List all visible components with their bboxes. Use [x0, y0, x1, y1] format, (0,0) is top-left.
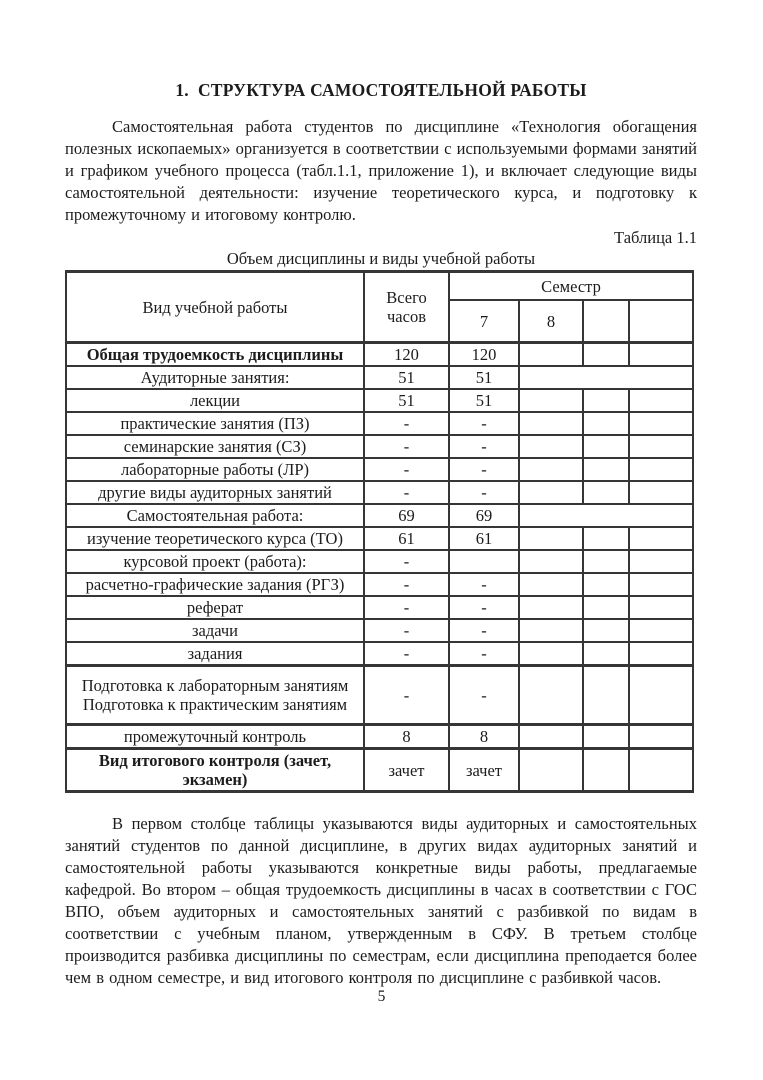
cell-value: [519, 458, 583, 481]
cell-value: -: [364, 596, 449, 619]
cell-value: 120: [364, 343, 449, 367]
row-label: практические занятия (ПЗ): [66, 412, 364, 435]
cell-value: -: [364, 619, 449, 642]
table-row: [66, 481, 693, 504]
cell-value: [519, 435, 583, 458]
cell-value: 61: [364, 527, 449, 550]
header-total-hours: Всего часов: [364, 272, 449, 343]
cell-value: [519, 596, 583, 619]
cell-value: 8: [449, 725, 519, 749]
table-row: [66, 725, 693, 749]
cell-value: [629, 642, 693, 666]
cell-value: [583, 435, 629, 458]
row-label: изучение теоретического курса (ТО): [66, 527, 364, 550]
cell-value: -: [364, 573, 449, 596]
cell-value: [629, 412, 693, 435]
cell-value: [519, 412, 583, 435]
row-label: курсовой проект (работа):: [66, 550, 364, 573]
table-row: [66, 596, 693, 619]
cell-value: -: [364, 666, 449, 725]
cell-value: [629, 389, 693, 412]
cell-value: [449, 550, 519, 573]
cell-value: [629, 573, 693, 596]
cell-value: [629, 550, 693, 573]
table-row: [66, 642, 693, 666]
cell-value: [629, 481, 693, 504]
cell-value: [629, 435, 693, 458]
cell-value: [583, 550, 629, 573]
paragraph-intro: Самостоятельная работа студентов по дисциплине «Технология обогащения полезных ископаемых» организуется в соответствии с используемыми формами занятий и графиком учебного процесса (табл.1.1, приложение 1), и включает следующие виды самостоятельной деятельности: изучение теоретического курса, и подготовку к промежуточному и итоговому контролю.: [65, 117, 697, 224]
cell-value: -: [364, 435, 449, 458]
cell-value: [629, 527, 693, 550]
table-body: [66, 343, 693, 792]
row-label: задачи: [66, 619, 364, 642]
table-row: [66, 412, 693, 435]
row-label: семинарские занятия (СЗ): [66, 435, 364, 458]
cell-value: зачет: [449, 749, 519, 792]
cell-value: -: [449, 435, 519, 458]
table-row: [66, 389, 693, 412]
cell-value: -: [449, 458, 519, 481]
table-row: [66, 343, 693, 367]
cell-value: [519, 527, 583, 550]
cell-value: [583, 619, 629, 642]
table-row: [66, 749, 693, 792]
cell-value: 51: [364, 366, 449, 389]
row-label: расчетно-графические задания (РГЗ): [66, 573, 364, 596]
table-caption: Объем дисциплины и виды учебной работы: [226, 249, 536, 268]
cell-value: [519, 573, 583, 596]
cell-value: зачет: [364, 749, 449, 792]
header-semester-empty-2: [629, 300, 693, 343]
cell-value: -: [449, 481, 519, 504]
cell-merged-empty: [519, 366, 693, 389]
cell-value: -: [449, 642, 519, 666]
cell-value: [519, 619, 583, 642]
row-label: Аудиторные занятия:: [66, 366, 364, 389]
cell-value: -: [449, 619, 519, 642]
cell-value: [629, 596, 693, 619]
row-label: Подготовка к лабораторным занятиям Подготовка к практическим занятиям: [66, 666, 364, 725]
table-row: [66, 666, 693, 725]
cell-value: -: [364, 642, 449, 666]
cell-value: [519, 389, 583, 412]
row-label: другие виды аудиторных занятий: [66, 481, 364, 504]
cell-value: [519, 749, 583, 792]
section-heading: 1. СТРУКТУРА САМОСТОЯТЕЛЬНОЙ РАБОТЫ: [175, 80, 587, 100]
header-work-type: Вид учебной работы: [66, 272, 364, 343]
cell-value: [519, 550, 583, 573]
cell-value: [519, 725, 583, 749]
cell-value: -: [449, 596, 519, 619]
cell-value: 51: [449, 366, 519, 389]
table-header: [66, 272, 693, 343]
cell-value: [583, 527, 629, 550]
table-row: [66, 550, 693, 573]
header-semester: Семестр: [449, 272, 693, 301]
row-label: промежуточный контроль: [66, 725, 364, 749]
cell-value: [583, 458, 629, 481]
discipline-volume-table: [65, 270, 694, 793]
table-row: [66, 435, 693, 458]
row-label: Самостоятельная работа:: [66, 504, 364, 527]
cell-value: [583, 412, 629, 435]
cell-value: [519, 343, 583, 367]
header-semester-8: 8: [519, 300, 583, 343]
paragraph-description: В первом столбце таблицы указываются виды аудиторных и самостоятельных занятий студентов по данной дисциплине, в других видах аудиторных занятий и самостоятельной работы указываются конкретные виды работы, предлагаемые кафедрой. Во втором – общая трудоемкость дисциплины в часах в соответствии с ГОС ВПО, объем аудиторных и самостоятельных занятий с разбивкой по видам в соответствии с учебным планом, утвержденным в СФУ. В третьем столбце производится разбивка дисциплины по семестрам, если дисциплина преподается более чем в одном семестре, и вид итогового контроля по дисциплине с разбивкой часов.: [65, 814, 697, 987]
cell-value: 120: [449, 343, 519, 367]
cell-value: [519, 642, 583, 666]
cell-value: [629, 725, 693, 749]
page-number: 5: [377, 988, 386, 1005]
cell-value: [629, 749, 693, 792]
table-row: [66, 366, 693, 389]
cell-value: [629, 343, 693, 367]
cell-value: -: [449, 666, 519, 725]
row-label: реферат: [66, 596, 364, 619]
table-row: [66, 527, 693, 550]
row-label: Общая трудоемкость дисциплины: [66, 343, 364, 367]
table-row: [66, 573, 693, 596]
cell-value: [583, 642, 629, 666]
cell-value: [583, 573, 629, 596]
header-semester-empty-1: [583, 300, 629, 343]
row-label: лабораторные работы (ЛР): [66, 458, 364, 481]
cell-value: 51: [449, 389, 519, 412]
header-semester-7: 7: [449, 300, 519, 343]
row-label: лекции: [66, 389, 364, 412]
cell-value: 61: [449, 527, 519, 550]
cell-value: [519, 666, 583, 725]
cell-value: [629, 666, 693, 725]
cell-value: [583, 389, 629, 412]
cell-value: [519, 481, 583, 504]
cell-value: [629, 619, 693, 642]
cell-value: -: [449, 412, 519, 435]
cell-value: -: [364, 550, 449, 573]
cell-value: 51: [364, 389, 449, 412]
row-label: задания: [66, 642, 364, 666]
cell-value: -: [449, 573, 519, 596]
cell-value: -: [364, 481, 449, 504]
cell-merged-empty: [519, 504, 693, 527]
cell-value: -: [364, 412, 449, 435]
table-row: [66, 619, 693, 642]
table-row: [66, 504, 693, 527]
row-label: Вид итогового контроля (зачет, экзамен): [66, 749, 364, 792]
cell-value: -: [364, 458, 449, 481]
cell-value: 69: [364, 504, 449, 527]
cell-value: [629, 458, 693, 481]
cell-value: [583, 749, 629, 792]
cell-value: [583, 725, 629, 749]
table-label: Таблица 1.1: [614, 228, 697, 247]
cell-value: 69: [449, 504, 519, 527]
cell-value: [583, 343, 629, 367]
cell-value: [583, 481, 629, 504]
cell-value: 8: [364, 725, 449, 749]
cell-value: [583, 666, 629, 725]
table-row: [66, 458, 693, 481]
cell-value: [583, 596, 629, 619]
